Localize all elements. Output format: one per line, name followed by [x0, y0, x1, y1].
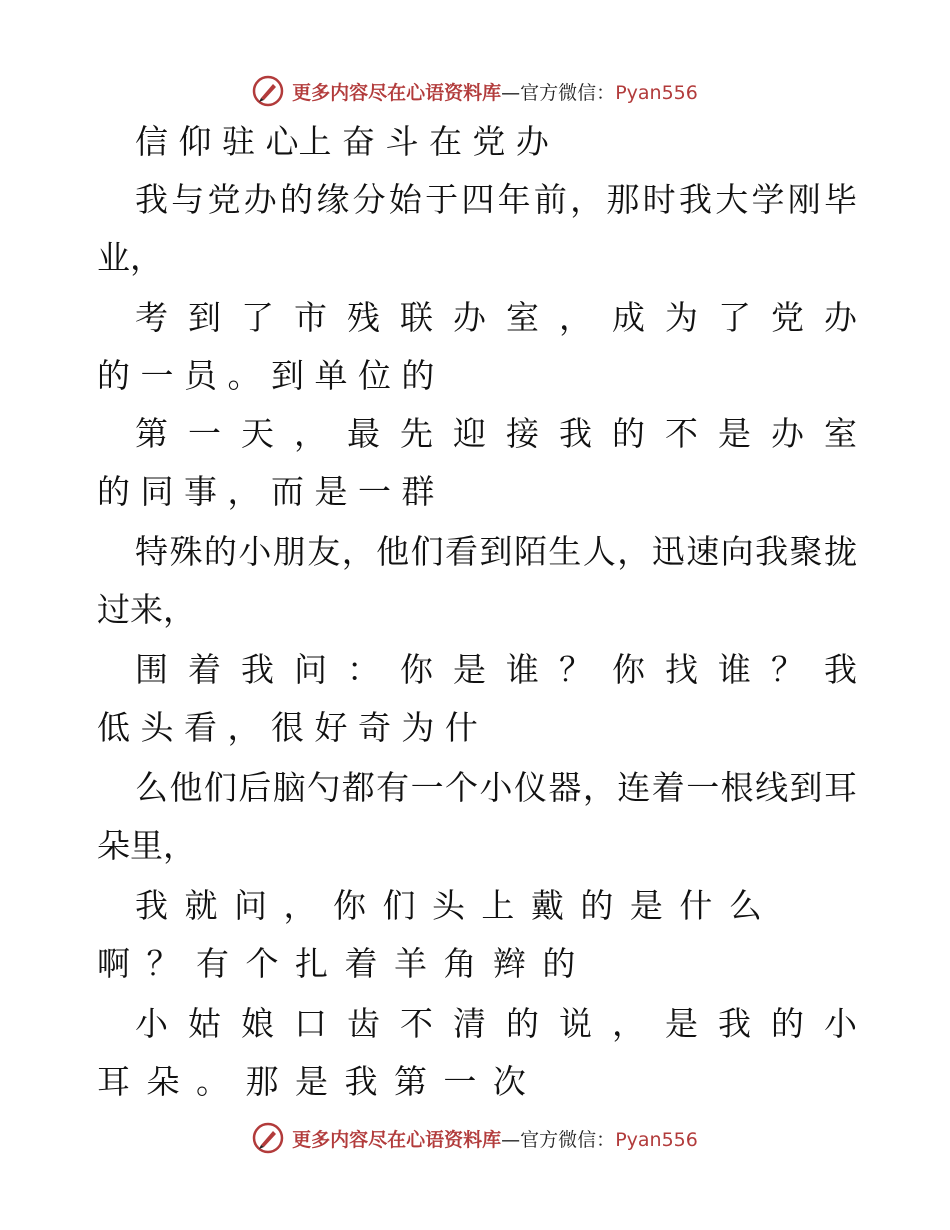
pen-logo-icon: [252, 1122, 284, 1154]
watermark-wechat-label: 官方微信：: [520, 1128, 616, 1151]
text-line: 小 姑 娘 口 齿 不 清 的 说 ， 是 我 的 小: [135, 1004, 857, 1043]
watermark-text: [292, 1125, 698, 1152]
watermark-wechat-label: 官方微信：: [520, 81, 616, 104]
text-line: 朵里，: [97, 826, 196, 865]
text-line: 过来，: [97, 590, 196, 629]
document-title: 信 仰 驻 心上 奋 斗 在 党 办: [135, 122, 549, 161]
text-line: 低 头 看 ， 很 好 奇 为 什: [97, 708, 478, 747]
text-line: 的 同 事 ， 而 是 一 群: [97, 472, 435, 511]
watermark-brand: 更多内容尽在心语资料库: [292, 81, 502, 104]
pen-logo-icon: [252, 75, 284, 107]
watermark-dash: —: [501, 81, 521, 104]
footer-watermark: [0, 1118, 950, 1158]
text-line: 第 一 天 ， 最 先 迎 接 我 的 不 是 办 室: [135, 414, 857, 453]
text-line: 耳 朵 。 那 是 我 第 一 次: [97, 1062, 529, 1101]
text-line: 啊 ？ 有 个 扎 着 羊 角 辫 的: [97, 944, 579, 983]
header-watermark: [0, 71, 950, 111]
text-line: 围 着 我 问 ： 你 是 谁 ？ 你 找 谁 ？ 我: [135, 650, 857, 689]
text-line: 的 一 员 。 到 单 位 的: [97, 356, 435, 395]
text-line: 我与党办的缘分始于四年前，那时我大学刚毕: [135, 180, 857, 219]
watermark-wechat-handle: Pyan556: [615, 81, 698, 104]
text-line: 特殊的小朋友，他们看到陌生人，迅速向我聚拢: [135, 532, 857, 571]
text-line: 考 到 了 市 残 联 办 室 ， 成 为 了 党 办: [135, 298, 857, 337]
watermark-brand: 更多内容尽在心语资料库: [292, 1128, 502, 1151]
text-line: 么他们后脑勺都有一个小仪器，连着一根线到耳: [135, 768, 857, 807]
text-line: 我 就 问 ， 你 们 头 上 戴 的 是 什 么: [135, 886, 765, 925]
watermark-wechat-handle: Pyan556: [615, 1128, 698, 1151]
watermark-text: [292, 78, 698, 105]
watermark-dash: —: [501, 1128, 521, 1151]
text-line: 业，: [97, 238, 163, 277]
